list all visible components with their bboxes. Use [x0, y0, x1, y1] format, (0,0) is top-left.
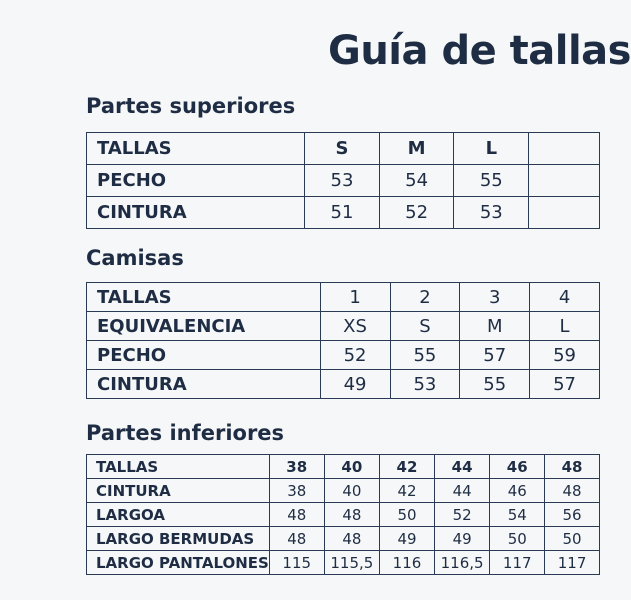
table-cell: 53 [454, 197, 529, 229]
table-cell-empty [529, 133, 600, 165]
row-label: CINTURA [87, 197, 305, 229]
table-cell: 115 [269, 551, 324, 575]
table-cell: 116,5 [434, 551, 489, 575]
size-header-cell: 42 [380, 455, 435, 479]
table-cell: 115,5 [324, 551, 379, 575]
table-cell: 54 [379, 165, 454, 197]
size-header-cell: 4 [530, 283, 600, 312]
table-cell: 48 [269, 527, 324, 551]
row-label: PECHO [87, 341, 321, 370]
table-row [87, 165, 600, 197]
table-cell: 55 [460, 370, 530, 399]
table-cell: 51 [305, 197, 380, 229]
row-label: LARGO PANTALONES [87, 551, 270, 575]
table-row [87, 197, 600, 229]
size-header-cell: L [454, 133, 529, 165]
size-header-cell: 1 [320, 283, 390, 312]
table-cell: 57 [530, 370, 600, 399]
size-header-cell: 3 [460, 283, 530, 312]
size-header-cell: 40 [324, 455, 379, 479]
table-cell: 50 [380, 503, 435, 527]
table-cell-empty [529, 197, 600, 229]
row-label: CINTURA [87, 479, 270, 503]
row-label: LARGOA [87, 503, 270, 527]
table-cell: 48 [545, 479, 600, 503]
table-cell: 49 [380, 527, 435, 551]
table-row [87, 551, 600, 575]
table-cell: XS [320, 312, 390, 341]
section-title-shirts: Camisas [86, 246, 184, 270]
table-cell: 54 [490, 503, 545, 527]
table-row [87, 503, 600, 527]
table-cell: S [390, 312, 460, 341]
size-header-cell: 46 [490, 455, 545, 479]
row-label: EQUIVALENCIA [87, 312, 321, 341]
size-header-cell: M [379, 133, 454, 165]
row-label: PECHO [87, 165, 305, 197]
shirts-size-table [86, 282, 600, 399]
table-cell: 50 [490, 527, 545, 551]
table-cell: 48 [269, 503, 324, 527]
table-header-row [87, 455, 600, 479]
table-cell-empty [529, 165, 600, 197]
size-header-cell: 2 [390, 283, 460, 312]
table-cell: 48 [324, 503, 379, 527]
table-cell: 53 [390, 370, 460, 399]
table-cell: 117 [545, 551, 600, 575]
row-label: TALLAS [87, 283, 321, 312]
section-title-tops: Partes superiores [86, 94, 296, 118]
row-label: TALLAS [87, 133, 305, 165]
table-cell: 46 [490, 479, 545, 503]
table-cell: 52 [434, 503, 489, 527]
row-label: LARGO BERMUDAS [87, 527, 270, 551]
size-header-cell: 48 [545, 455, 600, 479]
table-cell: 44 [434, 479, 489, 503]
table-row [87, 312, 600, 341]
table-cell: 48 [324, 527, 379, 551]
table-cell: L [530, 312, 600, 341]
table-cell: 42 [380, 479, 435, 503]
table-cell: 116 [380, 551, 435, 575]
table-cell: 38 [269, 479, 324, 503]
row-label: TALLAS [87, 455, 270, 479]
table-cell: 52 [320, 341, 390, 370]
table-cell: 40 [324, 479, 379, 503]
bottoms-size-table [86, 454, 600, 575]
size-header-cell: 38 [269, 455, 324, 479]
table-header-row [87, 133, 600, 165]
table-cell: 52 [379, 197, 454, 229]
table-cell: 55 [454, 165, 529, 197]
table-row [87, 527, 600, 551]
table-cell: 50 [545, 527, 600, 551]
size-header-cell: S [305, 133, 380, 165]
size-header-cell: 44 [434, 455, 489, 479]
tops-size-table [86, 132, 600, 229]
page-title: Guía de tallas [328, 28, 631, 74]
section-title-bottoms: Partes inferiores [86, 421, 285, 445]
table-cell: M [460, 312, 530, 341]
table-cell: 57 [460, 341, 530, 370]
table-cell: 53 [305, 165, 380, 197]
table-row [87, 341, 600, 370]
table-cell: 49 [434, 527, 489, 551]
table-cell: 117 [490, 551, 545, 575]
table-cell: 59 [530, 341, 600, 370]
table-row [87, 370, 600, 399]
table-cell: 49 [320, 370, 390, 399]
table-header-row [87, 283, 600, 312]
table-cell: 56 [545, 503, 600, 527]
table-cell: 55 [390, 341, 460, 370]
table-row [87, 479, 600, 503]
row-label: CINTURA [87, 370, 321, 399]
